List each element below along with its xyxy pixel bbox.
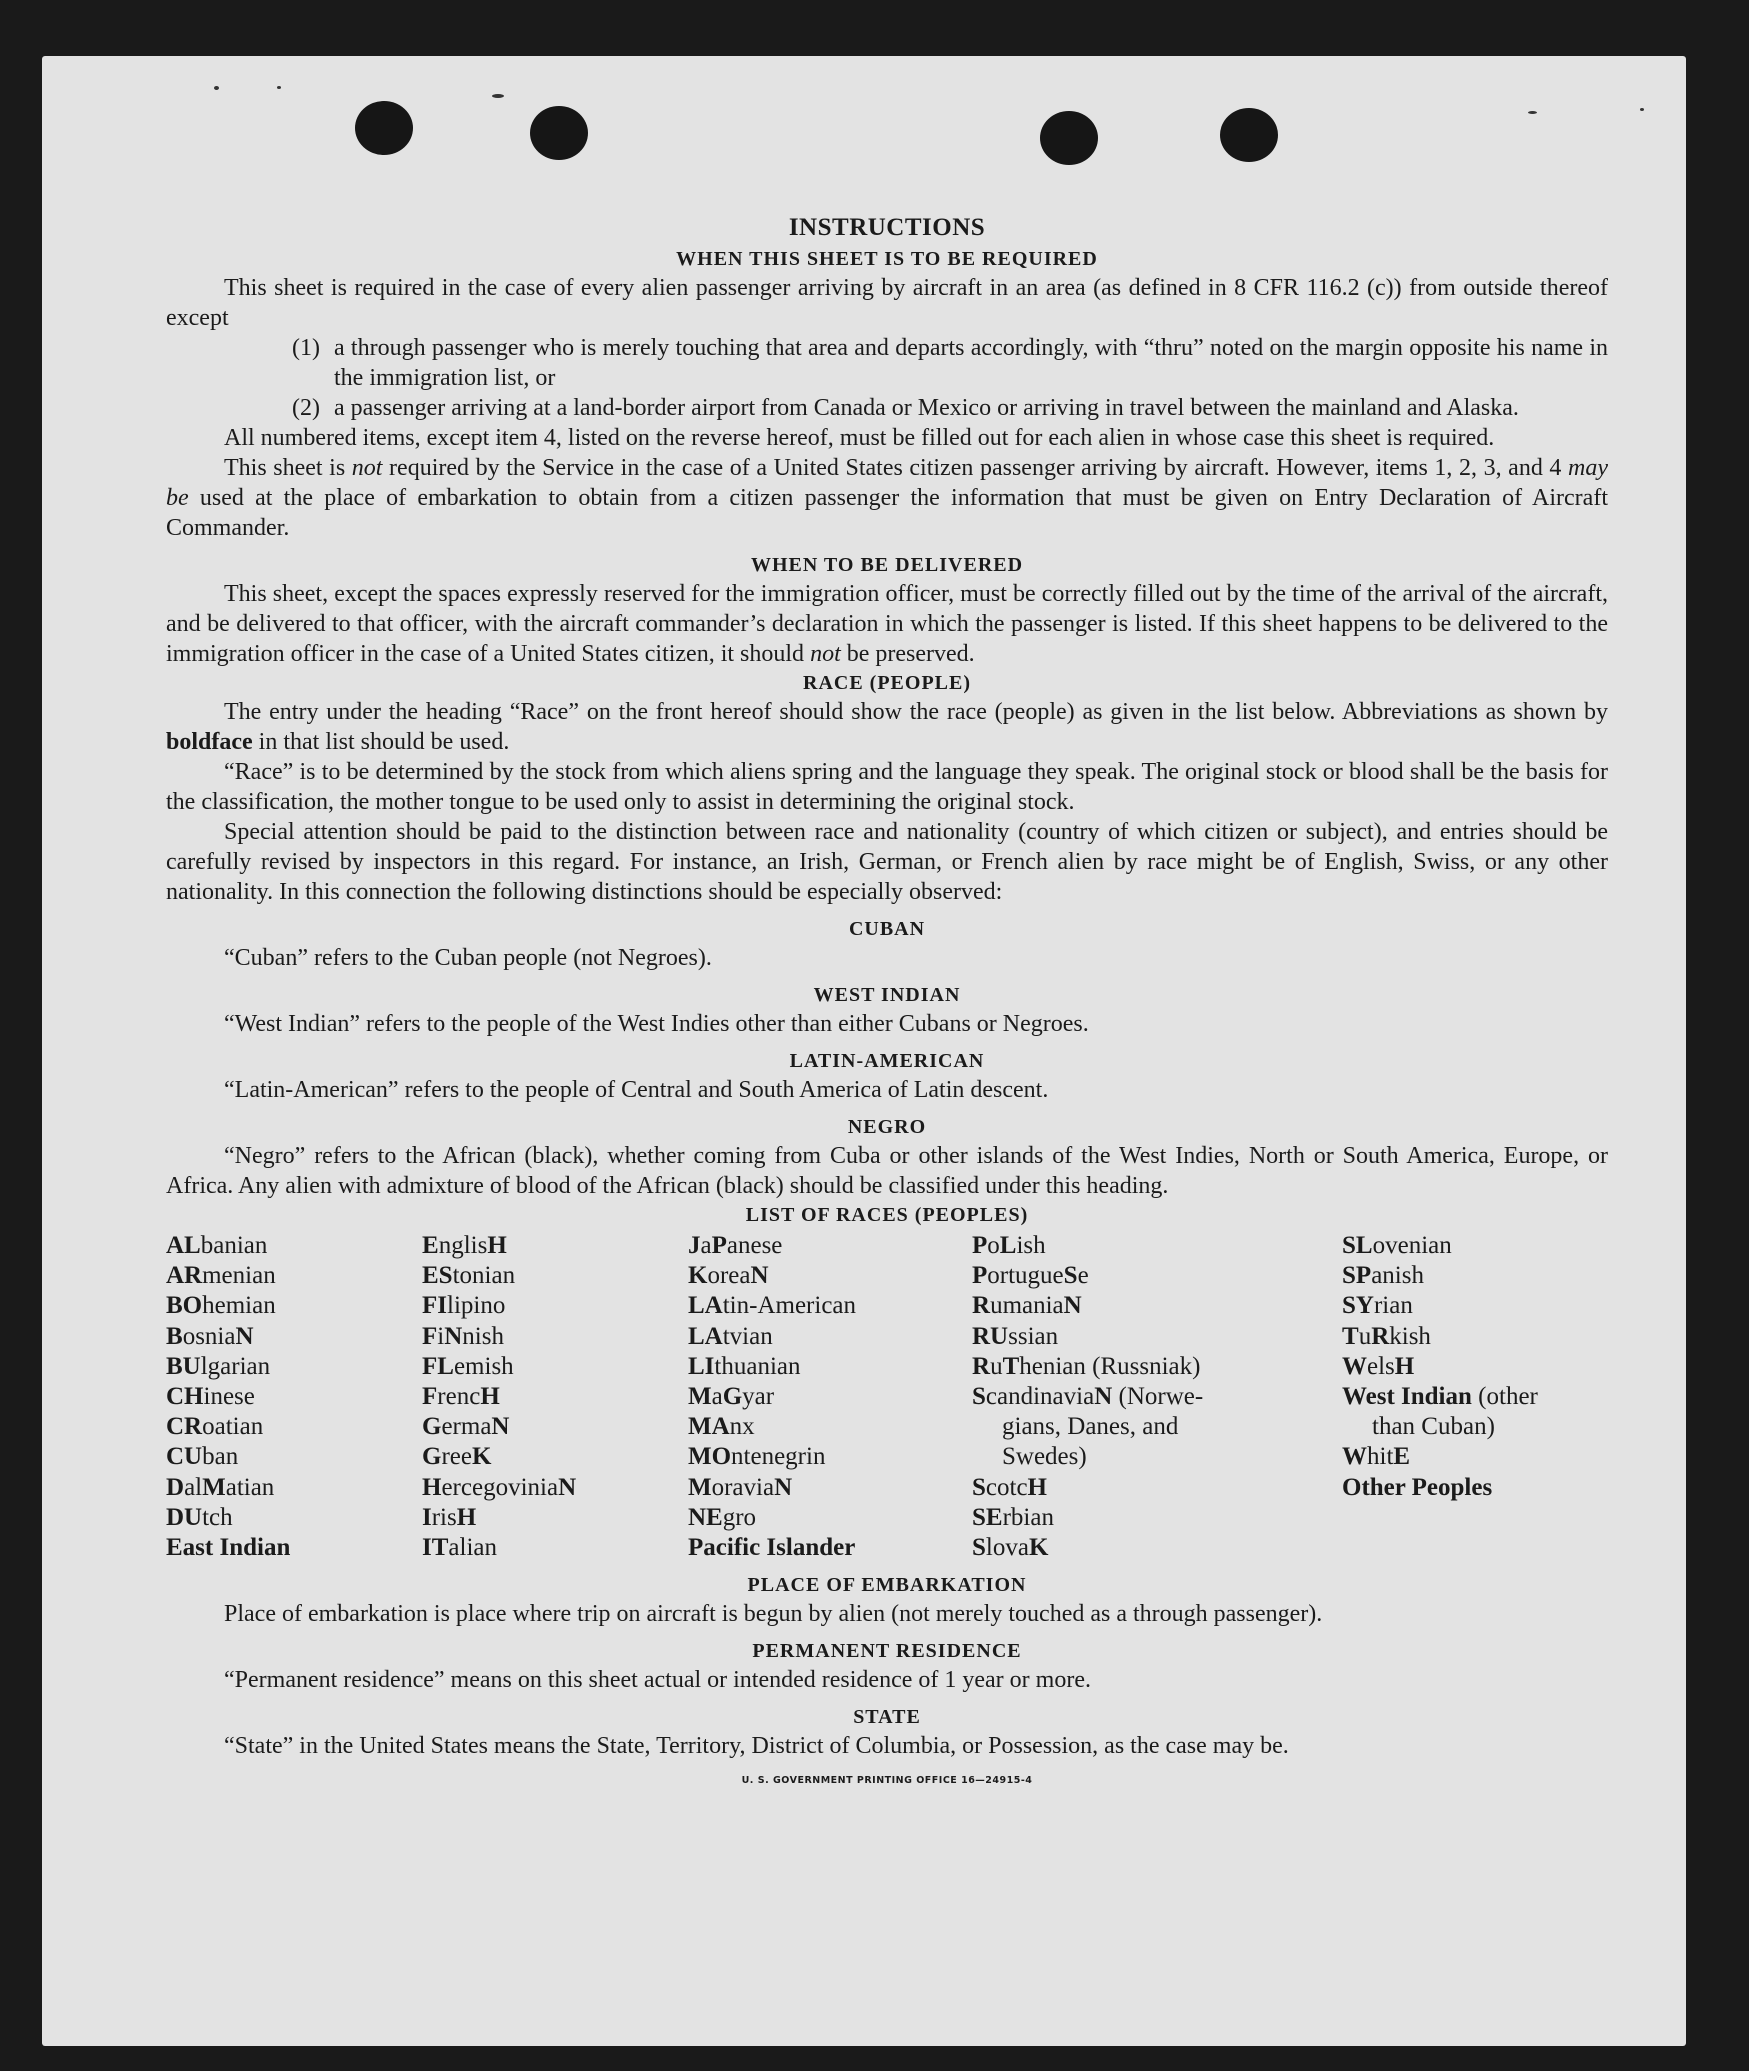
race-text: nglis [438, 1232, 488, 1259]
item-number: (1) [292, 335, 320, 361]
race-text: gro [722, 1503, 757, 1531]
paragraph: “Negro” refers to the African (black), whether coming from Cuba or other islands of the West Indies, North or South America, Europe, or Africa. Any alien with admixture of blood of the African (black) should be classified under this heading. [166, 1143, 1608, 1199]
text-run: The entry under the heading “Race” on the front hereof should show the race (people) as given in the list below. Abbreviations as shown by [224, 699, 1608, 725]
speck [1528, 111, 1537, 114]
race-abbrev: M [688, 1383, 712, 1411]
race-entry [166, 1412, 422, 1442]
paragraph: Place of embarkation is place where trip on aircraft is begun by alien (not merely touched as a through passenger). [224, 1601, 1323, 1628]
heading-when-required: WHEN THIS SHEET IS TO BE REQUIRED [676, 248, 1098, 270]
race-abbrev: AL [166, 1232, 201, 1259]
speck [277, 86, 281, 89]
race-abbrev: K [1028, 1534, 1049, 1562]
race-text: a [700, 1232, 712, 1259]
race-text: anese [726, 1232, 783, 1259]
heading-race: RACE (PEOPLE) [803, 672, 971, 694]
race-entry [688, 1261, 972, 1291]
race-abbrev: H [1027, 1473, 1047, 1501]
race-abbrev: M [202, 1473, 226, 1501]
race-abbrev: LA [688, 1292, 723, 1320]
italic-text: not [351, 455, 383, 481]
race-entry [422, 1231, 688, 1261]
race-entry [166, 1291, 422, 1321]
race-text: ortugue [987, 1262, 1064, 1290]
punch-hole [1220, 108, 1278, 162]
race-entry [422, 1473, 688, 1503]
race-entry [422, 1382, 688, 1412]
item-text: a through passenger who is merely touching that area and departs accordingly, with “thru” noted on the margin opposite his name in the immigration list, or [334, 335, 1608, 391]
race-abbrev: LI [688, 1352, 715, 1380]
paragraph: “Race” is to be determined by the stock from which aliens spring and the language they speak. The original stock or blood shall be the basis for the classification, the mother tongue to be used only to assist in determining the original stock. [166, 759, 1608, 815]
document-page [42, 56, 1686, 2046]
race-abbrev: N [1063, 1292, 1082, 1320]
race-entry [1342, 1352, 1608, 1382]
race-abbrev: DU [166, 1503, 203, 1531]
text-run: This sheet, except the spaces expressly reserved for the immigration officer, must be correctly filled out by the time of the arrival of the aircraft, and be delivered to that officer, with the aircraft commander’s declaration in which the passenger is listed. If this sheet happens to be delivered to the immigration officer in the case of a United States citizen, it should [166, 581, 1608, 667]
race-abbrev: M [688, 1473, 712, 1501]
race-text: ban [202, 1443, 239, 1471]
race-abbrev: Other Peoples [1342, 1473, 1493, 1501]
race-abbrev: LA [688, 1322, 723, 1350]
race-abbrev: D [166, 1473, 185, 1501]
race-entry [166, 1261, 422, 1291]
races-column [688, 1231, 972, 1563]
race-text: lipino [447, 1292, 506, 1320]
race-abbrev: SE [972, 1503, 1003, 1531]
race-entry [166, 1442, 422, 1472]
text-run: used at the place of embarkation to obtain from a citizen passenger the information that must be given on Entry Declaration of Aircraft Commander. [166, 485, 1608, 541]
paragraph: Special attention should be paid to the distinction between race and nationality (country of which citizen or subject), and entries should be carefully revised by inspectors in this regard. For instance, an Irish, German, or French alien by race might be of English, Swiss, or any other nationality. In this connection the following distinctions should be especially observed: [166, 819, 1608, 905]
race-abbrev: MO [688, 1443, 732, 1471]
race-abbrev: K [471, 1443, 492, 1471]
race-entry [1342, 1322, 1608, 1352]
race-text: u [990, 1352, 1003, 1380]
race-entry [1342, 1291, 1608, 1321]
race-text: (other [1471, 1383, 1538, 1411]
race-text: kish [1389, 1322, 1431, 1350]
page-title: INSTRUCTIONS [788, 214, 986, 241]
race-text: atian [225, 1473, 275, 1501]
race-abbrev: ES [422, 1262, 453, 1290]
race-abbrev: CU [166, 1443, 203, 1471]
race-abbrev: E [422, 1232, 439, 1259]
race-abbrev: N [491, 1413, 510, 1441]
race-entry [688, 1322, 972, 1352]
race-entry [166, 1533, 422, 1563]
heading-when-delivered: WHEN TO BE DELIVERED [750, 554, 1024, 576]
heading-permanent-residence: PERMANENT RESIDENCE [752, 1640, 1022, 1663]
heading-state: STATE [853, 1706, 921, 1729]
instructions-content [166, 211, 1608, 1786]
race-text: tch [202, 1503, 233, 1531]
race-abbrev: BO [166, 1292, 203, 1320]
race-text: menian [202, 1262, 276, 1290]
race-text: ercegovinia [441, 1473, 559, 1501]
race-entry [972, 1533, 1342, 1563]
race-text: gians, Danes, and [1002, 1413, 1179, 1441]
race-abbrev: S [972, 1473, 986, 1501]
race-text: els [1367, 1352, 1395, 1380]
race-entry [688, 1412, 972, 1442]
race-abbrev: SL [1342, 1232, 1373, 1259]
paragraph [166, 697, 1608, 757]
race-entry [688, 1442, 972, 1472]
race-entry [1342, 1231, 1608, 1261]
race-abbrev: B [166, 1322, 183, 1350]
race-text: tin-American [722, 1292, 857, 1320]
race-abbrev: W [1342, 1352, 1367, 1380]
race-text: ris [431, 1503, 457, 1531]
race-abbrev: FI [422, 1292, 447, 1320]
race-abbrev: T [1002, 1352, 1020, 1380]
race-text: ish [1016, 1232, 1046, 1259]
race-entry [166, 1382, 422, 1412]
race-abbrev: West Indian [1342, 1383, 1472, 1411]
race-text: ssian [1008, 1322, 1059, 1350]
race-abbrev: G [722, 1383, 743, 1411]
race-entry [972, 1382, 1342, 1412]
race-abbrev: Pacific Islander [688, 1534, 856, 1562]
race-abbrev: H [456, 1503, 477, 1531]
race-abbrev: F [422, 1322, 438, 1350]
race-text: alian [448, 1534, 497, 1562]
race-entry [1342, 1473, 1608, 1503]
paragraph: “Latin-American” refers to the people of Central and South America of Latin descent. [224, 1077, 1049, 1103]
race-entry [422, 1261, 688, 1291]
text-run: This sheet is [224, 455, 352, 481]
race-text: al [184, 1473, 203, 1501]
race-text: banian [200, 1232, 268, 1259]
punch-hole [530, 106, 588, 160]
races-column [1342, 1231, 1608, 1563]
punch-hole [1040, 111, 1098, 165]
race-entry [166, 1231, 422, 1261]
race-abbrev: K [688, 1262, 708, 1290]
race-entry [688, 1352, 972, 1382]
race-abbrev: AR [166, 1262, 203, 1290]
race-abbrev: FL [422, 1352, 454, 1380]
race-text: umania [990, 1292, 1064, 1320]
race-abbrev: T [1342, 1322, 1359, 1350]
paragraph: “Cuban” refers to the Cuban people (not Negroes). [224, 945, 712, 971]
race-abbrev: N [1094, 1383, 1113, 1411]
race-text: lgarian [200, 1352, 271, 1380]
race-abbrev: P [711, 1232, 727, 1259]
race-text: thuanian [714, 1352, 801, 1380]
race-entry [422, 1322, 688, 1352]
race-abbrev: IT [422, 1534, 449, 1562]
race-abbrev: R [972, 1352, 991, 1380]
race-entry [688, 1231, 972, 1261]
race-entry [166, 1352, 422, 1382]
heading-negro: NEGRO [847, 1116, 927, 1138]
race-entry [688, 1473, 972, 1503]
race-entry [972, 1473, 1342, 1503]
race-text: tonian [452, 1262, 516, 1290]
race-text: oatian [202, 1413, 264, 1441]
race-entry [1342, 1442, 1608, 1472]
race-abbrev: MA [688, 1413, 730, 1441]
race-text: rbian [1002, 1503, 1054, 1531]
race-entry [1342, 1412, 1608, 1442]
race-entry [1342, 1382, 1608, 1412]
race-abbrev: N [558, 1473, 577, 1501]
race-text: hemian [202, 1292, 276, 1320]
race-text: e [1077, 1262, 1089, 1290]
race-text: tvian [722, 1322, 773, 1350]
race-text: oravia [711, 1473, 775, 1501]
race-entry [972, 1412, 1342, 1442]
race-entry [422, 1291, 688, 1321]
race-entry [972, 1261, 1342, 1291]
heading-west-indian: WEST INDIAN [813, 984, 961, 1006]
race-abbrev: CR [166, 1413, 203, 1441]
race-entry [422, 1412, 688, 1442]
race-entry [972, 1231, 1342, 1261]
race-abbrev: H [422, 1473, 442, 1501]
race-abbrev: L [999, 1232, 1017, 1259]
race-entry [166, 1322, 422, 1352]
race-entry [1342, 1261, 1608, 1291]
race-abbrev: BU [166, 1352, 201, 1380]
race-entry [688, 1291, 972, 1321]
race-abbrev: H [487, 1232, 507, 1259]
race-entry [422, 1533, 688, 1563]
race-text: ovenian [1372, 1232, 1452, 1259]
race-abbrev: G [422, 1443, 442, 1471]
heading-cuban: CUBAN [848, 918, 926, 940]
race-text: Swedes) [1002, 1443, 1087, 1471]
race-abbrev: RU [972, 1322, 1009, 1350]
text-run: be preserved. [840, 641, 975, 667]
race-text: ree [441, 1443, 472, 1471]
race-text: o [987, 1232, 1000, 1259]
heading-latin-american: LATIN-AMERICAN [789, 1050, 985, 1072]
list-item [166, 333, 1608, 393]
race-text: i [437, 1322, 445, 1350]
italic-text: not [810, 641, 841, 667]
race-entry [688, 1382, 972, 1412]
race-abbrev: SY [1342, 1292, 1374, 1320]
race-abbrev: East Indian [166, 1534, 291, 1562]
item-text: a passenger arriving at a land-border airport from Canada or Mexico or arriving in travel between the mainland and Alaska. [334, 395, 1519, 421]
race-abbrev: F [422, 1383, 438, 1411]
race-text: renc [437, 1383, 481, 1411]
race-text: yar [742, 1383, 775, 1411]
race-entry [166, 1503, 422, 1533]
race-text: cotc [985, 1473, 1028, 1501]
race-text: ntenegrin [731, 1443, 826, 1471]
race-abbrev: E [1393, 1443, 1411, 1471]
race-abbrev: N [750, 1262, 769, 1290]
race-abbrev: P [972, 1262, 988, 1290]
race-text: emish [453, 1352, 514, 1380]
race-text: (Norwe- [1112, 1383, 1204, 1411]
race-text: inese [203, 1383, 255, 1411]
race-abbrev: J [688, 1232, 701, 1259]
race-text: anish [1371, 1262, 1424, 1290]
race-text: rian [1373, 1292, 1413, 1320]
speck [214, 86, 219, 90]
bold-text: boldface [166, 729, 253, 755]
paragraph [166, 453, 1608, 543]
race-entry [972, 1352, 1342, 1382]
list-item [166, 393, 1608, 423]
text-run: required by the Service in the case of a United States citizen passenger arriving by aircraft. However, items 1, 2, 3, and 4 [382, 455, 1569, 481]
item-number: (2) [292, 395, 320, 421]
race-text: nx [729, 1413, 755, 1441]
race-entry [972, 1291, 1342, 1321]
heading-list-of-races: LIST OF RACES (PEOPLES) [745, 1204, 1029, 1226]
race-text: lova [985, 1534, 1029, 1562]
race-text: osnia [182, 1322, 236, 1350]
race-abbrev: R [1371, 1322, 1390, 1350]
race-text: candinavia [985, 1383, 1095, 1411]
race-entry [972, 1322, 1342, 1352]
printing-office-footer: U. S. GOVERNMENT PRINTING OFFICE 16—24915-4 [741, 1775, 1033, 1787]
race-abbrev: W [1342, 1443, 1367, 1471]
race-abbrev: R [972, 1292, 991, 1320]
paragraph: All numbered items, except item 4, listed on the reverse hereof, must be filled out for each alien in whose case this sheet is required. [224, 425, 1495, 451]
race-abbrev: CH [166, 1383, 204, 1411]
races-column [972, 1231, 1342, 1563]
race-entry [972, 1442, 1342, 1472]
race-abbrev: I [422, 1503, 432, 1531]
race-entry [422, 1503, 688, 1533]
race-entry [422, 1352, 688, 1382]
race-text: than Cuban) [1372, 1413, 1495, 1441]
race-abbrev: G [422, 1413, 442, 1441]
race-abbrev: S [1063, 1262, 1078, 1290]
race-entry [972, 1503, 1342, 1533]
race-entry [688, 1503, 972, 1533]
paragraph: This sheet is required in the case of every alien passenger arriving by aircraft in an area (as defined in 8 CFR 116.2 (c)) from outside thereof except [166, 275, 1608, 331]
race-abbrev: H [1394, 1352, 1415, 1380]
race-text: a [711, 1383, 723, 1411]
races-column [166, 1231, 422, 1563]
race-entry [166, 1473, 422, 1503]
paragraph: “West Indian” refers to the people of the West Indies other than either Cubans or Negroes. [224, 1011, 1089, 1037]
race-abbrev: NE [688, 1503, 723, 1531]
paragraph: “State” in the United States means the State, Territory, District of Columbia, or Possession, as the case may be. [224, 1733, 1289, 1760]
paragraph [166, 579, 1608, 669]
speck [1640, 108, 1644, 111]
races-list [166, 1231, 1608, 1563]
heading-place-of-embarkation: PLACE OF EMBARKATION [747, 1574, 1027, 1597]
race-abbrev: N [235, 1322, 254, 1350]
race-abbrev: N [774, 1473, 793, 1501]
race-abbrev: N [444, 1322, 463, 1350]
race-text: u [1358, 1322, 1372, 1350]
race-text: henian (Russniak) [1019, 1352, 1201, 1380]
race-entry [422, 1442, 688, 1472]
race-abbrev: S [972, 1534, 986, 1562]
punch-hole [355, 101, 413, 155]
race-text: nish [462, 1322, 504, 1350]
race-text: hit [1367, 1443, 1394, 1471]
text-run: in that list should be used. [252, 729, 510, 755]
race-entry [688, 1533, 972, 1563]
race-abbrev: SP [1342, 1262, 1372, 1290]
race-text: orea [707, 1262, 751, 1290]
race-text: erma [441, 1413, 492, 1441]
speck [492, 94, 504, 98]
races-column [422, 1231, 688, 1563]
race-abbrev: S [972, 1383, 986, 1411]
race-abbrev: H [480, 1383, 500, 1411]
italic-text: may be [166, 455, 1608, 511]
race-abbrev: P [972, 1232, 988, 1259]
paragraph: “Permanent residence” means on this sheet actual or intended residence of 1 year or more. [224, 1667, 1091, 1694]
